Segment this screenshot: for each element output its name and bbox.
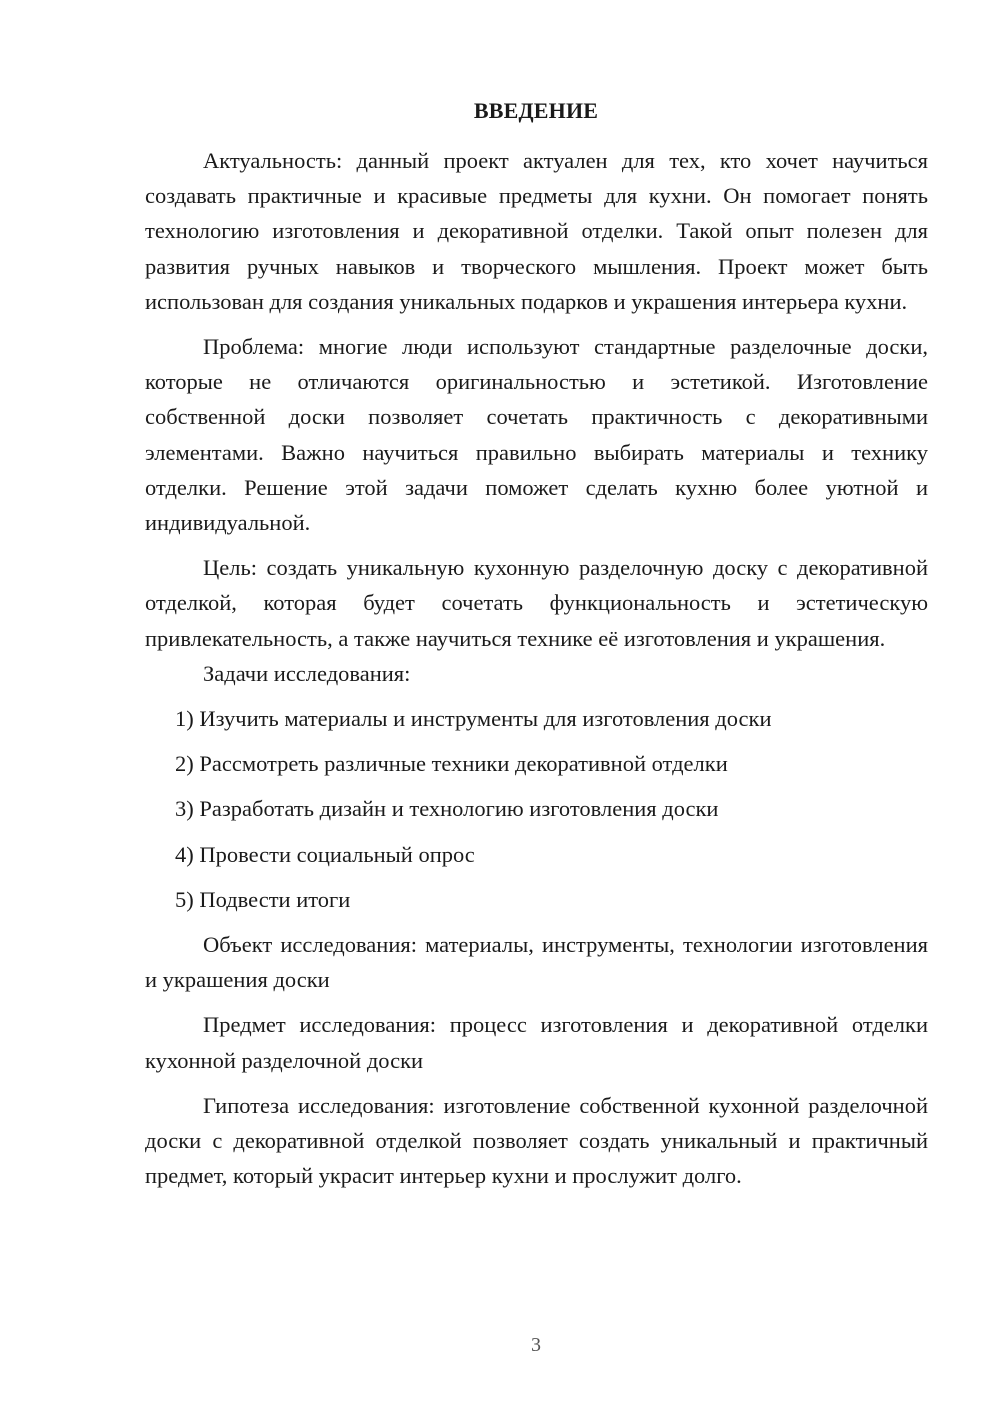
list-item: 2) Рассмотреть различные техники декоративной отделки	[175, 751, 728, 777]
list-item: 5) Подвести итоги	[175, 886, 351, 912]
page-number: 3	[531, 1334, 541, 1356]
paragraph-relevance: Актуальность: данный проект актуален для тех, кто хочет научиться создавать практичные и красивые предметы для кухни. Он помогает понять технологию изготовления и декоративной отделки. Такой опыт полезен для развития ручных навыков и творческого мышления. Проект может быть использован для создания уникальных подарков и украшения интерьера кухни.	[145, 148, 928, 314]
tasks-heading: Задачи исследования:	[203, 660, 411, 686]
paragraph-subject: Предмет исследования: процесс изготовления и декоративной отделки кухонной разделочной доски	[145, 1012, 928, 1073]
paragraph-hypothesis: Гипотеза исследования: изготовление собственной кухонной разделочной доски с декоративной отделкой позволяет создать уникальный и практичный предмет, который украсит интерьер кухни и прослужит долго.	[145, 1092, 928, 1189]
paragraph-object: Объект исследования: материалы, инструменты, технологии изготовления и украшения доски	[145, 932, 928, 993]
list-item: 3) Разработать дизайн и технологию изготовления доски	[175, 796, 719, 822]
paragraph-goal: Цель: создать уникальную кухонную разделочную доску с декоративной отделкой, которая будет сочетать функциональность и эстетическую привлекательность, а также научиться технике её изготовления и украшения.	[145, 555, 928, 651]
paragraph-problem: Проблема: многие люди используют стандартные разделочные доски, которые не отличаются оригинальностью и эстетикой. Изготовление собственной доски позволяет сочетать практичность с декоративными элементами. Важно научиться правильно выбирать материалы и технику отделки. Решение этой задачи поможет сделать кухню более уютной и индивидуальной.	[145, 334, 928, 536]
list-item: 4) Провести социальный опрос	[175, 841, 475, 867]
page-title: ВВЕДЕНИЕ	[473, 98, 599, 123]
tasks-list	[145, 701, 928, 917]
list-item: 1) Изучить материалы и инструменты для изготовления доски	[175, 706, 772, 732]
document-body	[145, 143, 928, 1193]
